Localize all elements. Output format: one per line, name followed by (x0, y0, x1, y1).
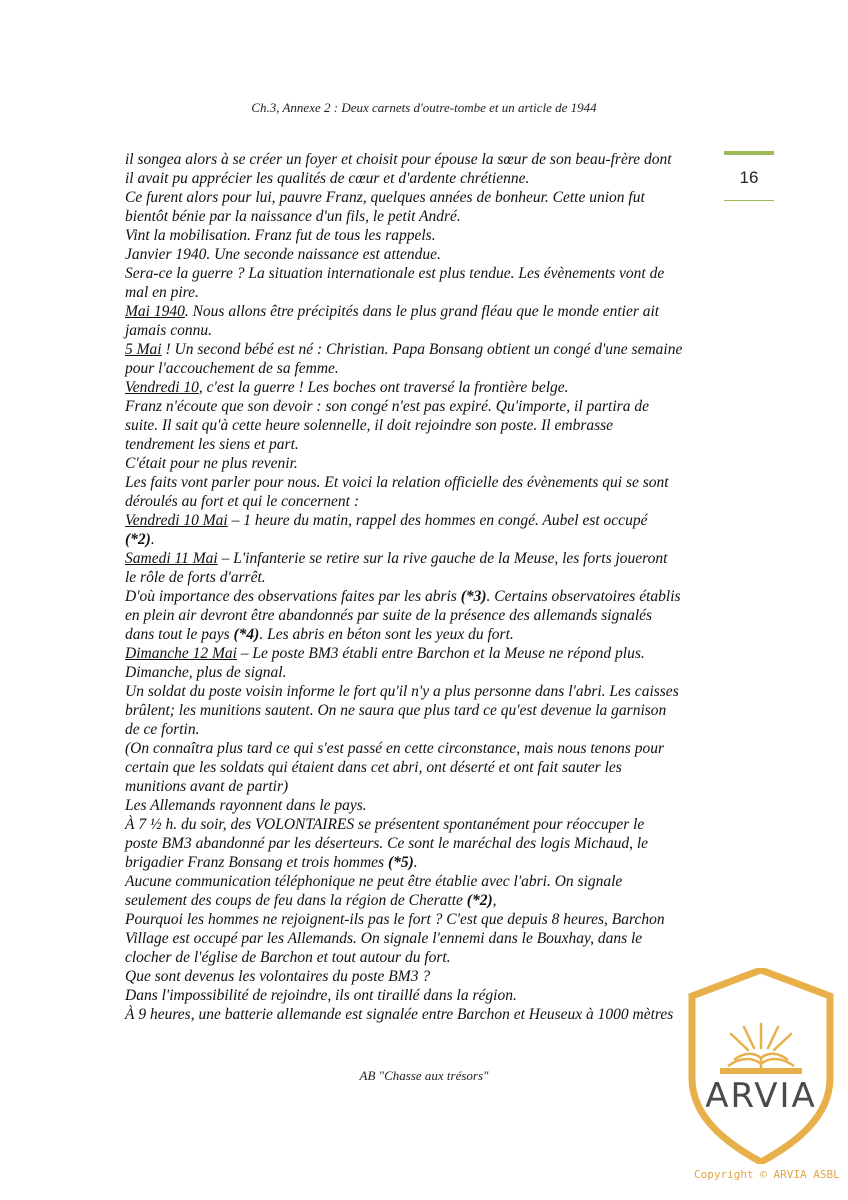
text: jamais connu. (125, 322, 212, 339)
text-line (125, 758, 725, 777)
text-line (125, 264, 725, 283)
text-line (125, 226, 725, 245)
text-line (125, 245, 725, 264)
text-line (125, 150, 725, 169)
text: Village est occupé par les Allemands. On signale l'ennemi dans le Bouxhay, dans le (125, 930, 643, 947)
date-underlined: 5 Mai (125, 341, 162, 358)
text-line (125, 207, 725, 226)
text-line (125, 321, 725, 340)
text: D'où importance des observations faites par les abris (125, 588, 461, 605)
text: Les Allemands rayonnent dans le pays. (125, 797, 367, 814)
date-underlined: Dimanche 12 Mai (125, 645, 237, 662)
text-line (125, 777, 725, 796)
text-line (125, 815, 725, 834)
text: tendrement les siens et part. (125, 436, 299, 453)
text: seulement des coups de feu dans la région de Cheratte (125, 892, 467, 909)
text: À 7 ½ h. du soir, des VOLONTAIRES se présentent spontanément pour réoccuper le (125, 816, 645, 833)
text: brigadier Franz Bonsang et trois hommes (125, 854, 388, 871)
shield-icon (684, 968, 838, 1164)
page-number-top-bar (724, 151, 774, 155)
text: il songea alors à se créer un foyer et choisit pour épouse la sœur de son beau-frère dont (125, 151, 672, 168)
text-line (125, 625, 725, 644)
date-underlined: Vendredi 10 Mai (125, 512, 228, 529)
text-line (125, 606, 725, 625)
text-line (125, 929, 725, 948)
text-line (125, 549, 725, 568)
text-line (125, 454, 725, 473)
text: munitions avant de partir) (125, 778, 289, 795)
footnote-ref: (*3) (460, 588, 487, 605)
text-line (125, 682, 725, 701)
text: Ce furent alors pour lui, pauvre Franz, quelques années de bonheur. Cette union fut (125, 189, 645, 206)
text: Que sont devenus les volontaires du poste BM3 ? (125, 968, 431, 985)
footnote-ref: (*2) (125, 531, 151, 548)
text: – L'infanterie se retire sur la rive gauche de la Meuse, les forts joueront (217, 550, 668, 567)
text: il avait pu apprécier les qualités de cœur et d'ardente chrétienne. (125, 170, 530, 187)
text: bientôt bénie par la naissance d'un fils, le petit André. (125, 208, 461, 225)
text: en plein air devront être abandonnés par suite de la présence des allemands signalés (125, 607, 653, 624)
text-line (125, 340, 725, 359)
text-line (125, 948, 725, 967)
footnote-ref: (*4) (233, 626, 260, 643)
arvia-logo (684, 968, 838, 1164)
text: À 9 heures, une batterie allemande est signalée entre Barchon et Heuseux à 1000 mètres (125, 1006, 674, 1023)
text: Un soldat du poste voisin informe le fort qu'il n'y a plus personne dans l'abri. Les caisses (125, 683, 679, 700)
text: . (150, 531, 155, 548)
text-line (125, 587, 725, 606)
text: C'était pour ne plus revenir. (125, 455, 298, 472)
text-line (125, 511, 725, 530)
text: Franz n'écoute que son devoir : son congé n'est pas expiré. Qu'importe, il partira de (125, 398, 649, 415)
text-line (125, 663, 725, 682)
text: (On connaîtra plus tard ce qui s'est passé en cette circonstance, mais nous tenons pour (125, 740, 664, 757)
text-line (125, 397, 725, 416)
text-line (125, 169, 725, 188)
text-line (125, 1005, 725, 1024)
text-line (125, 853, 725, 872)
text-line (125, 739, 725, 758)
text: le rôle de forts d'arrêt. (125, 569, 266, 586)
text: Janvier 1940. Une seconde naissance est attendue. (125, 246, 441, 263)
text: . Les abris en béton sont les yeux du fort. (259, 626, 514, 643)
text: de ce fortin. (125, 721, 200, 738)
text-line (125, 910, 725, 929)
document-body (125, 150, 725, 1024)
page-number: 16 (739, 168, 759, 187)
text: poste BM3 abandonné par les déserteurs. Ce sont le maréchal des logis Michaud, le (125, 835, 649, 852)
date-underlined: Samedi 11 Mai (125, 550, 218, 567)
text: dans tout le pays (125, 626, 234, 643)
text: suite. Il sait qu'à cette heure solennelle, il doit rejoindre son poste. Il embrasse (125, 417, 614, 434)
text-line (125, 796, 725, 815)
footnote-ref: (*2) (466, 892, 493, 909)
text-line (125, 283, 725, 302)
text-line (125, 967, 725, 986)
text-line (125, 834, 725, 853)
text: – Le poste BM3 établi entre Barchon et la Meuse ne répond plus. (236, 645, 645, 662)
text-line (125, 872, 725, 891)
text: – 1 heure du matin, rappel des hommes en congé. Aubel est occupé (227, 512, 648, 529)
text: , c'est la guerre ! Les boches ont traversé la frontière belge. (198, 379, 569, 396)
text: . (413, 854, 418, 871)
text-line (125, 720, 725, 739)
text: Vint la mobilisation. Franz fut de tous les rappels. (125, 227, 436, 244)
date-underlined: Vendredi 10 (125, 379, 199, 396)
page-number-box (724, 151, 774, 201)
text-line (125, 530, 725, 549)
text-line (125, 435, 725, 454)
text-line (125, 492, 725, 511)
text-line (125, 701, 725, 720)
text-line (125, 416, 725, 435)
text: déroulés au fort et qui le concernent : (125, 493, 360, 510)
text: Pourquoi les hommes ne rejoignent-ils pas le fort ? C'est que depuis 8 heures, Barchon (125, 911, 665, 928)
text: certain que les soldats qui étaient dans cet abri, ont déserté et ont fait sauter les (125, 759, 622, 776)
text: clocher de l'église de Barchon et tout autour du fort. (125, 949, 451, 966)
text-line (125, 378, 725, 397)
date-underlined: Mai 1940 (125, 303, 185, 320)
text: mal en pire. (125, 284, 199, 301)
text: . Certains observatoires établis (486, 588, 681, 605)
text-line (125, 302, 725, 321)
text: Aucune communication téléphonique ne peut être établie avec l'abri. On signale (125, 873, 623, 890)
text: Dans l'impossibilité de rejoindre, ils ont tiraillé dans la région. (125, 987, 517, 1004)
text-line (125, 359, 725, 378)
text-line (125, 188, 725, 207)
text: Les faits vont parler pour nous. Et voici la relation officielle des évènements qui se sont (125, 474, 669, 491)
text: pour l'accouchement de sa femme. (125, 360, 339, 377)
footnote-ref: (*5) (387, 854, 414, 871)
page-footer: AB "Chasse aux trésors" (359, 1068, 489, 1083)
text: brûlent; les munitions sautent. On ne saura que plus tard ce qu'est devenue la garnison (125, 702, 667, 719)
text: Dimanche, plus de signal. (125, 664, 287, 681)
page-number-bottom-rule (724, 200, 774, 201)
copyright-notice: Copyright © ARVIA ASBL (694, 1168, 840, 1181)
text-line (125, 644, 725, 663)
text-line (125, 891, 725, 910)
text-line (125, 473, 725, 492)
text-line (125, 568, 725, 587)
logo-wordmark: ARVIA (705, 1076, 817, 1116)
text: . Nous allons être précipités dans le plus grand fléau que le monde entier ait (184, 303, 660, 320)
page-header: Ch.3, Annexe 2 : Deux carnets d'outre-tombe et un article de 1944 (251, 100, 597, 115)
text: ! Un second bébé est né : Christian. Papa Bonsang obtient un congé d'une semaine (161, 341, 683, 358)
text-line (125, 986, 725, 1005)
text: Sera-ce la guerre ? La situation internationale est plus tendue. Les évènements vont de (125, 265, 665, 282)
text: , (492, 892, 497, 909)
